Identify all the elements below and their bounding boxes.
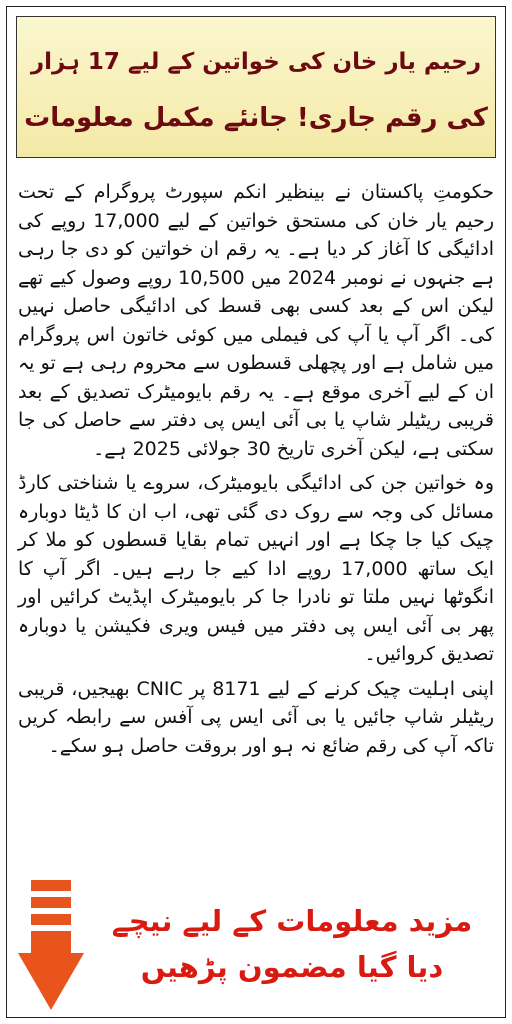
headline-banner xyxy=(16,16,496,158)
paragraph-1: حکومتِ پاکستان نے بینظیر انکم سپورٹ پروگرام کے تحت رحیم یار خان کی مستحق خواتین کے لیے 17,000 روپے کی ادائیگی کا آغاز کر دیا ہے۔ یہ رقم ان خواتین کو دی جا رہی ہے جنہوں نے نومبر 2024 میں 10,500 روپے وصول کیے تھے لیکن اس کے بعد کسی بھی قسط کی ادائیگی حاصل نہیں کی۔ اگر آپ یا آپ کی فیملی میں کوئی خاتون اس پروگرام میں شامل ہے اور پچھلی قسطوں سے محروم رہی ہے تو یہ ان کے لیے آخری موقع ہے۔ یہ رقم بایومیٹرک تصدیق کے بعد قریبی ریٹیلر شاپ یا بی آئی ایس پی دفتر سے حاصل کی جا سکتی ہے، لیکن آخری تاریخ 30 جولائی 2025 ہے۔ xyxy=(18,181,494,460)
footer-line-1: مزید معلومات کے لیے نیچے xyxy=(111,904,473,938)
down-arrow-icon xyxy=(18,880,84,1010)
footer-line-2: دیا گیا مضمون پڑھیں xyxy=(140,950,444,984)
headline-line-1: رحیم یار خان کی خواتین کے لیے 17 ہزار xyxy=(30,49,482,75)
paragraph-2: وہ خواتین جن کی ادائیگی بایومیٹرک، سروے یا شناختی کارڈ مسائل کی وجہ سے روک دی گئی تھی، اب ان کا ڈیٹا دوبارہ چیک کیا جا چکا ہے اور انہیں تمام بقایا قسطوں کو ملا کر ایک ساتھ 17,000 روپے ادا کیے جا رہے ہیں۔ اگر آپ کا انگوٹھا نہیں ملتا تو نادرا جا کر بایومیٹرک اپڈیٹ کرائیں اور پھر بی آئی ایس پی دفتر میں فیس ویری فکیشن یا دوبارہ تصدیق کروائیں۔ xyxy=(18,472,494,665)
headline-line-2: کی رقم جاری! جانئے مکمل معلومات xyxy=(24,103,488,133)
read-more-footer[interactable] xyxy=(16,880,496,1010)
article-body xyxy=(18,178,494,766)
paragraph-3: اپنی اہلیت چیک کرنے کے لیے 8171 پر CNIC بھیجیں، قریبی ریٹیلر شاپ جائیں یا بی آئی ایس پی آفس سے رابطہ کریں تاکہ آپ کی رقم ضائع نہ ہو اور بروقت حاصل ہو سکے۔ xyxy=(18,677,494,757)
